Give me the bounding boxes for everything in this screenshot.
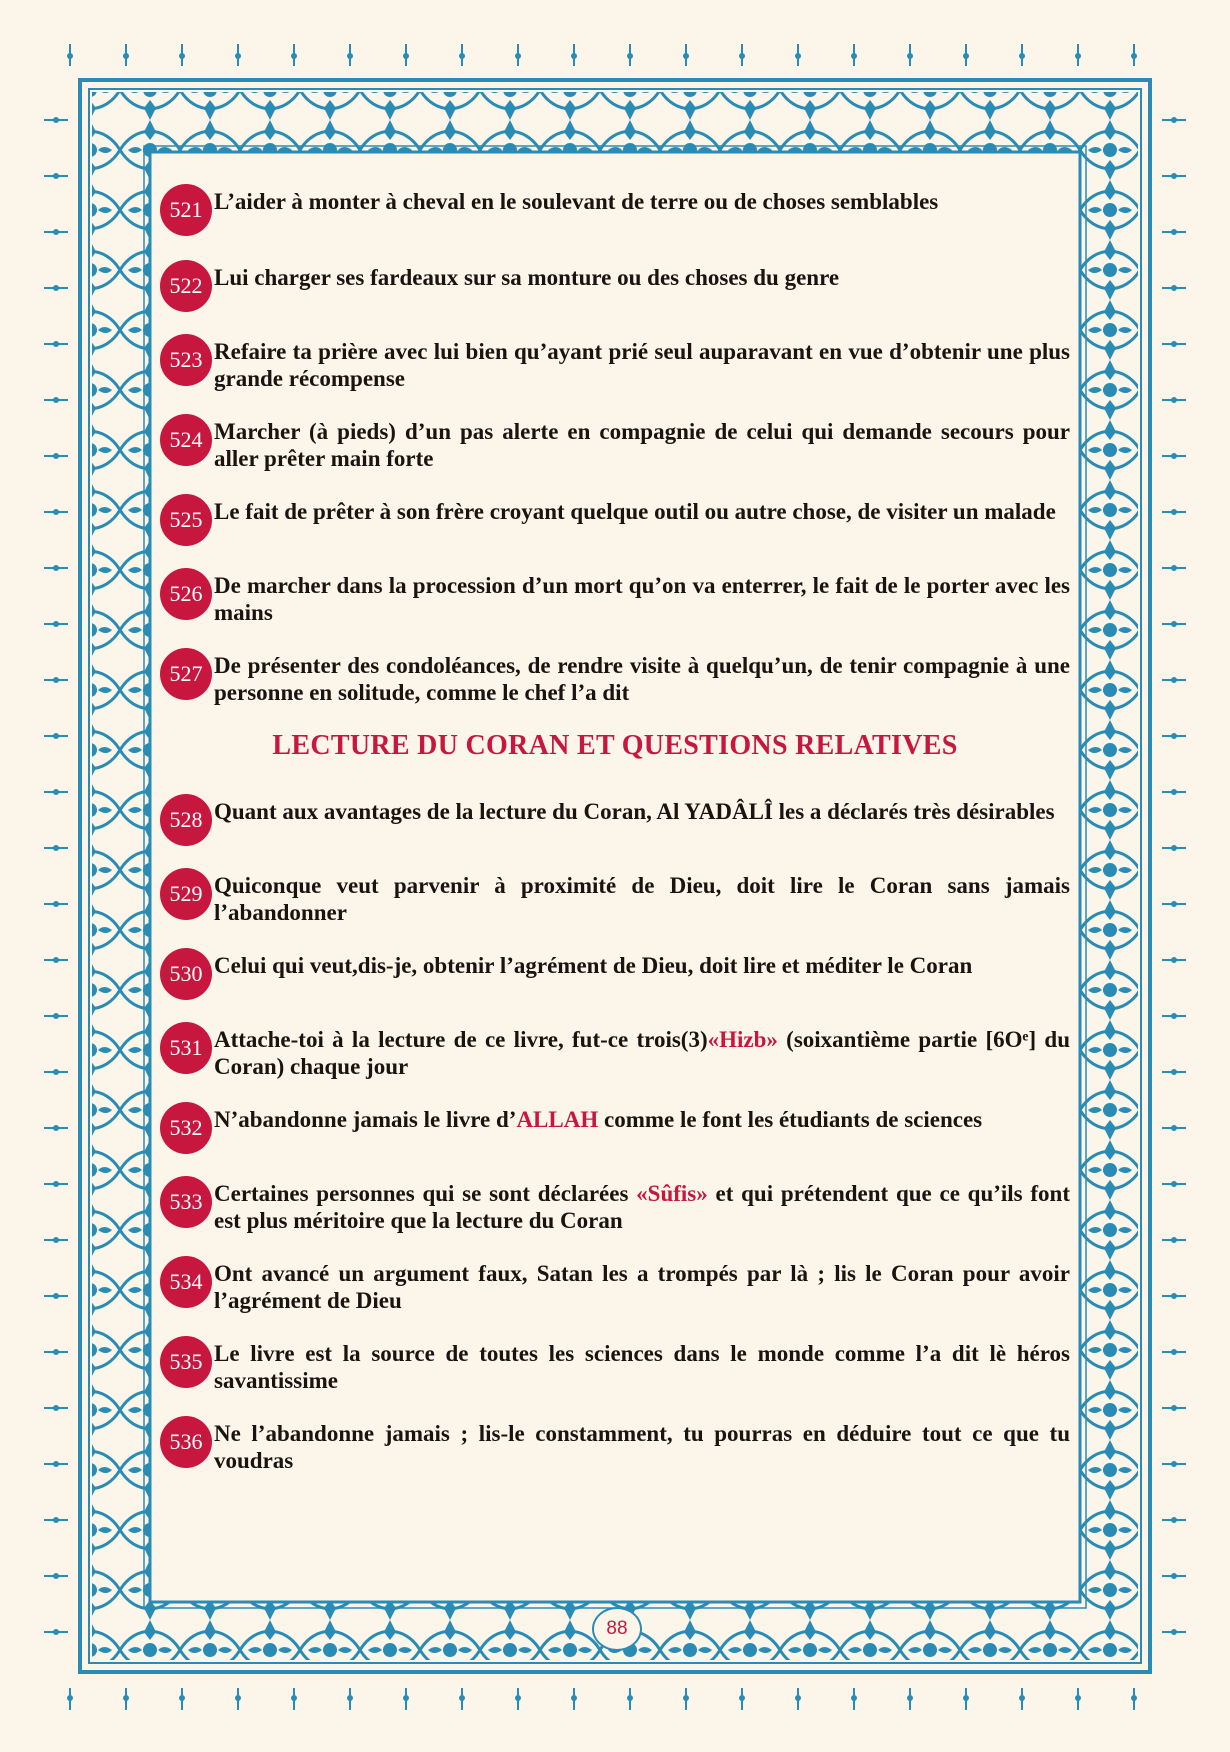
verse-text: Refaire ta prière avec lui bien qu’ayant prié seul auparavant en vue d’obtenir une plus grande récompense	[214, 339, 1070, 391]
border-tick-ornament	[515, 53, 521, 59]
entry-531	[160, 1026, 1070, 1080]
border-tick-ornament	[1171, 901, 1177, 907]
border-tick-ornament	[1171, 341, 1177, 347]
verse-number-badge: 530	[160, 948, 212, 1000]
border-tick-ornament	[53, 117, 59, 123]
highlighted-term: «Hizb»	[707, 1027, 778, 1052]
border-tick-ornament	[907, 53, 913, 59]
verse-number-badge: 532	[160, 1102, 212, 1154]
border-tick-ornament	[53, 565, 59, 571]
border-tick-ornament	[459, 53, 465, 59]
border-tick-ornament	[1171, 1069, 1177, 1075]
verse-text: De marcher dans la procession d’un mort qu’on va enterrer, le fait de le porter avec les mains	[214, 573, 1070, 625]
border-tick-ornament	[235, 1695, 241, 1701]
border-tick-ornament	[1171, 117, 1177, 123]
border-tick-ornament	[1171, 229, 1177, 235]
border-tick-ornament	[179, 1695, 185, 1701]
border-tick-ornament	[53, 1125, 59, 1131]
border-tick-ornament	[235, 53, 241, 59]
border-tick-ornament	[179, 53, 185, 59]
entry-528	[160, 798, 1070, 846]
verse-text-part: (soixantième partie [6Oᵉ] du Coran) chaque jour	[214, 1027, 1070, 1079]
verse-number-badge: 521	[160, 184, 212, 236]
border-tick-ornament	[1171, 397, 1177, 403]
border-tick-ornament	[123, 1695, 129, 1701]
border-tick-ornament	[1171, 621, 1177, 627]
border-tick-ornament	[571, 1695, 577, 1701]
border-tick-ornament	[53, 677, 59, 683]
border-tick-ornament	[1171, 733, 1177, 739]
border-tick-ornament	[1171, 173, 1177, 179]
border-tick-ornament	[1171, 1517, 1177, 1523]
entry-530	[160, 952, 1070, 1000]
verse-number-badge: 531	[160, 1022, 212, 1074]
border-tick-ornament	[1131, 1695, 1137, 1701]
border-tick-ornament	[1171, 1293, 1177, 1299]
border-tick-ornament	[739, 53, 745, 59]
verse-text-part: Attache-toi à la lecture de ce livre, fut-ce trois(3)	[214, 1027, 708, 1052]
border-tick-ornament	[1171, 677, 1177, 683]
border-tick-ornament	[1171, 957, 1177, 963]
border-tick-ornament	[67, 1695, 73, 1701]
entry-list-bottom	[160, 798, 1070, 1474]
border-tick-ornament	[1171, 845, 1177, 851]
verse-text-part: N’abandonne jamais le livre d’	[214, 1107, 517, 1132]
border-tick-ornament	[1171, 1349, 1177, 1355]
verse-text: Quiconque veut parvenir à proximité de Dieu, doit lire le Coran sans jamais l’abandonner	[214, 873, 1070, 925]
border-tick-ornament	[53, 1629, 59, 1635]
border-tick-ornament	[963, 1695, 969, 1701]
verse-number-badge: 523	[160, 334, 212, 386]
entry-list-top	[160, 188, 1070, 706]
border-tick-ornament	[1075, 53, 1081, 59]
entry-523	[160, 338, 1070, 392]
border-tick-ornament	[53, 1181, 59, 1187]
verse-text: Le fait de prêter à son frère croyant quelque outil ou autre chose, de visiter un malade	[214, 499, 1056, 524]
entry-526	[160, 572, 1070, 626]
border-tick-ornament	[571, 53, 577, 59]
border-tick-ornament	[1019, 1695, 1025, 1701]
border-tick-ornament	[1171, 1461, 1177, 1467]
page-number: 88	[592, 1607, 642, 1651]
border-tick-ornament	[1019, 53, 1025, 59]
border-tick-ornament	[1171, 453, 1177, 459]
border-tick-ornament	[739, 1695, 745, 1701]
border-tick-ornament	[515, 1695, 521, 1701]
verse-number-badge: 534	[160, 1256, 212, 1308]
section-heading: LECTURE DU CORAN ET QUESTIONS RELATIVES	[272, 730, 958, 761]
border-tick-ornament	[1171, 1237, 1177, 1243]
verse-text	[214, 1106, 1070, 1133]
border-tick-ornament	[53, 453, 59, 459]
entry-525	[160, 498, 1070, 546]
entry-533	[160, 1180, 1070, 1234]
border-tick-ornament	[1171, 1573, 1177, 1579]
border-tick-ornament	[683, 1695, 689, 1701]
border-tick-ornament	[291, 1695, 297, 1701]
verse-number-badge: 536	[160, 1416, 212, 1468]
border-tick-ornament	[627, 53, 633, 59]
entry-524	[160, 418, 1070, 472]
verse-text: Quant aux avantages de la lecture du Coran, Al YADÂLÎ les a déclarés très désirables	[214, 799, 1055, 824]
entry-532	[160, 1106, 1070, 1154]
verse-text-part: et qui prétendent que ce qu’ils font est plus méritoire que la lecture du Coran	[214, 1181, 1070, 1233]
border-tick-ornament	[1075, 1695, 1081, 1701]
border-tick-ornament	[683, 53, 689, 59]
verse-text: L’aider à monter à cheval en le soulevant de terre ou de choses semblables	[214, 189, 939, 214]
border-tick-ornament	[53, 1573, 59, 1579]
border-tick-ornament	[53, 733, 59, 739]
border-tick-ornament	[795, 1695, 801, 1701]
verse-text-part: comme le font les étudiants de sciences	[598, 1107, 983, 1132]
border-tick-ornament	[627, 1695, 633, 1701]
border-tick-ornament	[1171, 789, 1177, 795]
border-tick-ornament	[1171, 1405, 1177, 1411]
verse-number-badge: 528	[160, 794, 212, 846]
border-tick-ornament	[1171, 1629, 1177, 1635]
border-tick-ornament	[1171, 509, 1177, 515]
border-tick-ornament	[53, 1405, 59, 1411]
border-tick-ornament	[53, 509, 59, 515]
border-tick-ornament	[1171, 1125, 1177, 1131]
entry-527	[160, 652, 1070, 706]
highlighted-term: «Sûfis»	[636, 1181, 708, 1206]
verse-number-badge: 535	[160, 1336, 212, 1388]
border-tick-ornament	[53, 285, 59, 291]
verse-number-badge: 522	[160, 260, 212, 312]
border-tick-ornament	[53, 1069, 59, 1075]
border-tick-ornament	[53, 621, 59, 627]
border-tick-ornament	[291, 53, 297, 59]
verse-text: Le livre est la source de toutes les sciences dans le monde comme l’a dit lè héros savantissime	[214, 1341, 1070, 1393]
verse-text	[214, 1026, 1070, 1080]
entry-535	[160, 1340, 1070, 1394]
border-tick-ornament	[795, 53, 801, 59]
border-tick-ornament	[67, 53, 73, 59]
border-tick-ornament	[403, 53, 409, 59]
border-tick-ornament	[459, 1695, 465, 1701]
border-tick-ornament	[53, 957, 59, 963]
border-tick-ornament	[1171, 1181, 1177, 1187]
entry-521	[160, 188, 1070, 236]
verse-text: Lui charger ses fardeaux sur sa monture ou des choses du genre	[214, 265, 840, 290]
highlighted-term: ALLAH	[516, 1107, 599, 1132]
entry-534	[160, 1260, 1070, 1314]
border-tick-ornament	[53, 789, 59, 795]
border-tick-ornament	[53, 1461, 59, 1467]
verse-number-badge: 529	[160, 868, 212, 920]
border-tick-ornament	[123, 53, 129, 59]
border-tick-ornament	[53, 1293, 59, 1299]
border-tick-ornament	[1131, 53, 1137, 59]
entry-529	[160, 872, 1070, 926]
page-content	[160, 188, 1070, 1474]
verse-number-badge: 527	[160, 648, 212, 700]
border-tick-ornament	[53, 173, 59, 179]
border-tick-ornament	[53, 341, 59, 347]
verse-number-badge: 525	[160, 494, 212, 546]
border-tick-ornament	[851, 53, 857, 59]
border-tick-ornament	[1171, 1013, 1177, 1019]
border-tick-ornament	[1171, 285, 1177, 291]
verse-text: Marcher (à pieds) d’un pas alerte en compagnie de celui qui demande secours pour aller prêter main forte	[214, 419, 1070, 471]
border-tick-ornament	[907, 1695, 913, 1701]
entry-536	[160, 1420, 1070, 1474]
border-tick-ornament	[347, 53, 353, 59]
border-tick-ornament	[53, 1349, 59, 1355]
verse-number-badge: 524	[160, 414, 212, 466]
verse-text: Ont avancé un argument faux, Satan les a trompés par là ; lis le Coran pour avoir l’agrément de Dieu	[214, 1261, 1070, 1313]
verse-text: De présenter des condoléances, de rendre visite à quelqu’un, de tenir compagnie à une personne en solitude, comme le chef l’a dit	[214, 653, 1070, 705]
verse-text-part: Certaines personnes qui se sont déclarées	[214, 1181, 637, 1206]
border-tick-ornament	[53, 1013, 59, 1019]
border-tick-ornament	[403, 1695, 409, 1701]
verse-number-badge: 526	[160, 568, 212, 620]
verse-text: Ne l’abandonne jamais ; lis-le constamment, tu pourras en déduire tout ce que tu voudras	[214, 1421, 1070, 1473]
border-tick-ornament	[53, 845, 59, 851]
border-tick-ornament	[53, 229, 59, 235]
border-tick-ornament	[1171, 565, 1177, 571]
border-tick-ornament	[963, 53, 969, 59]
border-tick-ornament	[53, 901, 59, 907]
border-tick-ornament	[347, 1695, 353, 1701]
border-tick-ornament	[851, 1695, 857, 1701]
verse-number-badge: 533	[160, 1176, 212, 1228]
verse-text: Celui qui veut,dis-je, obtenir l’agrément de Dieu, doit lire et méditer le Coran	[214, 953, 973, 978]
border-tick-ornament	[53, 397, 59, 403]
border-tick-ornament	[53, 1517, 59, 1523]
entry-522	[160, 264, 1070, 312]
border-tick-ornament	[53, 1237, 59, 1243]
verse-text	[214, 1180, 1070, 1234]
